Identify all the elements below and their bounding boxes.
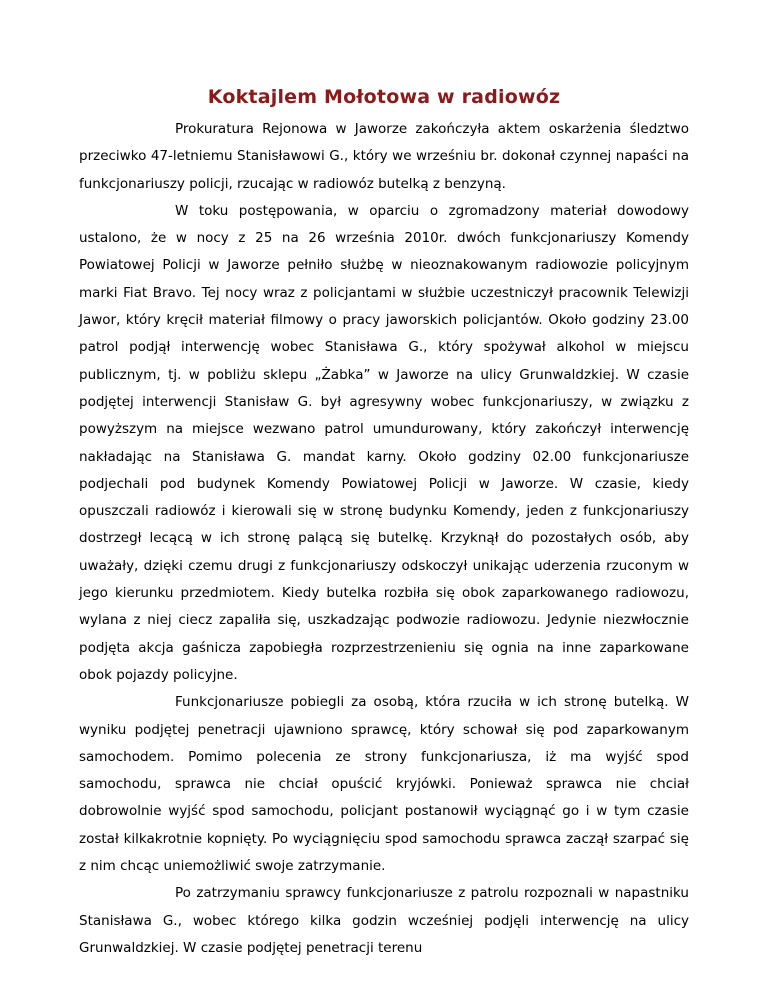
paragraph-4: Po zatrzymaniu sprawcy funkcjonariusze z patrolu rozpoznali w napastniku Stanisława G., wobec którego kilka godzin wcześniej podjęli interwencję na ulicy Grunwaldzkiej. W czasie podjętej penetracji terenu <box>79 885 689 956</box>
paragraph-3: Funkcjonariusze pobiegli za osobą, która rzuciła w ich stronę butelką. W wyniku podjętej penetracji ujawniono sprawcę, który schował się pod zaparkowanym samochodem. Pomimo polecenia ze strony funkcjonariusza, iż ma wyjść spod samochodu, sprawca nie chciał opuścić kryjówki. Ponieważ sprawca nie chciał dobrowolnie wyjść spod samochodu, policjant postanowił wyciągnąć go i w tym czasie został kilkakrotnie kopnięty. Po wyciągnięciu spod samochodu sprawca zaczął szarpać się z nim chcąc uniemożliwić swoje zatrzymanie. <box>79 694 689 875</box>
paragraph-2: W toku postępowania, w oparciu o zgromadzony materiał dowodowy ustalono, że w nocy z 25 na 26 września 2010r. dwóch funkcjonariuszy Komendy Powiatowej Policji w Jaworze pełniło służbę w nieoznakowanym radiowozie policyjnym marki Fiat Bravo. Tej nocy wraz z policjantami w służbie uczestniczył pracownik Telewizji Jawor, który kręcił materiał filmowy o pracy jaworskich policjantów. Około godziny 23.00 patrol podjął interwencję wobec Stanisława G., który spożywał alkohol w miejscu publicznym, tj. w pobliżu sklepu „Żabka” w Jaworze na ulicy Grunwaldzkiej. W czasie podjętej interwencji Stanisław G. był agresywny wobec funkcjonariuszy, w związku z powyższym na miejsce wezwano patrol umundurowany, który zakończył interwencję nakładając na Stanisława G. mandat karny. Około godziny 02.00 funkcjonariusze podjechali pod budynek Komendy Powiatowej Policji w Jaworze. W czasie, kiedy opuszczali radiowóz i kierowali się w stronę budynku Komendy, jeden z funkcjonariuszy dostrzegł lecącą w ich stronę palącą się butelkę. Krzyknął do pozostałych osób, aby uważały, dzięki czemu drugi z funkcjonariuszy odskoczył unikając uderzenia rzuconym w jego kierunku przedmiotem. Kiedy butelka rozbiła się obok zaparkowanego radiowozu, wylana z niej ciecz zapaliła się, uszkadzając podwozie radiowozu. Jedynie niezwłocznie podjęta akcja gaśnicza zapobiegła rozprzestrzenieniu się ognia na inne zaparkowane obok pojazdy policyjne. <box>79 202 689 683</box>
document-page <box>79 82 689 962</box>
page-title: Koktajlem Mołotowa w radiowóz <box>207 86 561 108</box>
paragraph-1: Prokuratura Rejonowa w Jaworze zakończyła aktem oskarżenia śledztwo przeciwko 47-letniemu Stanisławowi G., który we wrześniu br. dokonał czynnej napaści na funkcjonariuszy policji, rzucając w radiowóz butelką z benzyną. <box>79 121 689 192</box>
